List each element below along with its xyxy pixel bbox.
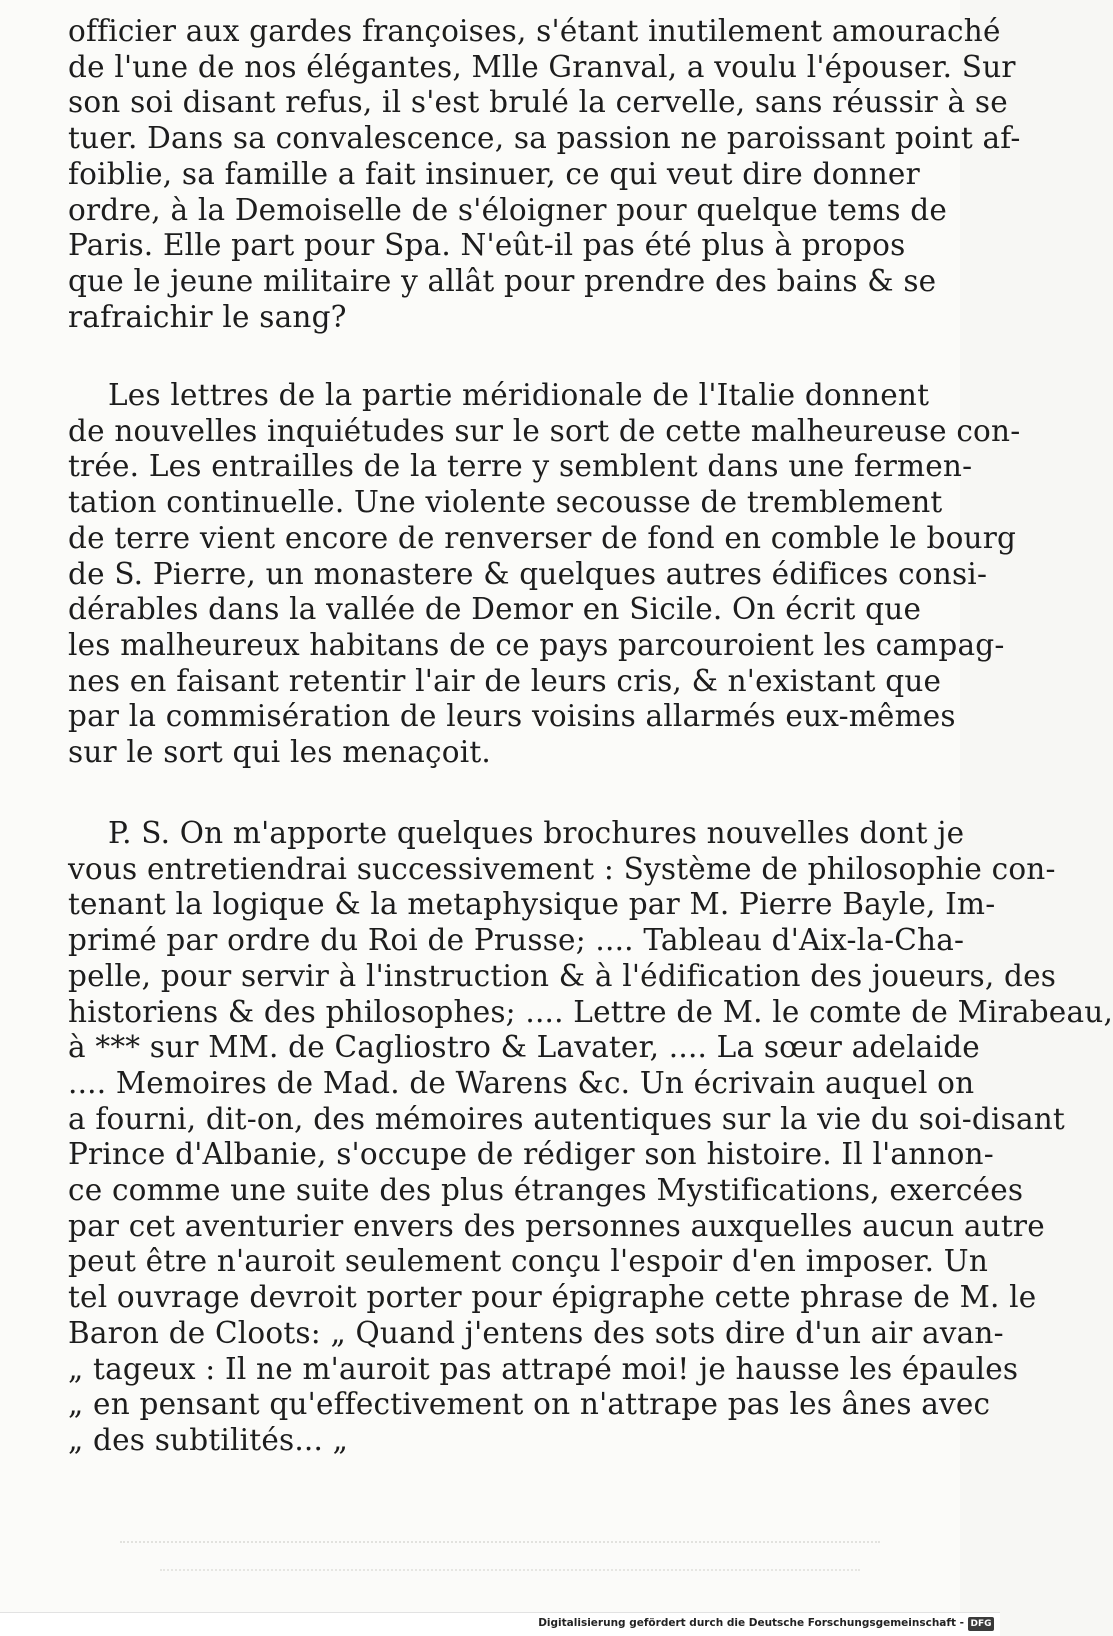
text-line: rafraichir le sang?	[68, 299, 347, 334]
text-line: à *** sur MM. de Cagliostro & Lavater, .... La sœur adelaide	[68, 1030, 980, 1065]
text-line: foiblie, sa famille a fait insinuer, ce qui veut dire donner	[68, 156, 920, 191]
text-line: „ des subtilités... „	[68, 1422, 349, 1457]
text-line: sur le sort qui les menaçoit.	[68, 735, 491, 770]
digitization-footer	[0, 1612, 1000, 1636]
text-line: Prince d'Albanie, s'occupe de rédiger son histoire. Il l'annon-	[68, 1137, 994, 1172]
text-line: que le jeune militaire y allât pour prendre des bains & se	[68, 263, 937, 298]
text-line: tenant la logique & la metaphysique par M. Pierre Bayle, Im-	[68, 887, 996, 922]
text-line: trée. Les entrailles de la terre y semblent dans une fermen-	[68, 449, 973, 484]
text-line: tation continuelle. Une violente secousse de tremblement	[68, 485, 943, 520]
text-line: a fourni, dit-on, des mémoires autentiques sur la vie du soi-disant	[68, 1101, 1065, 1136]
text-line: tel ouvrage devroit porter pour épigraphe cette phrase de M. le	[68, 1280, 1037, 1315]
text-line: ordre, à la Demoiselle de s'éloigner pour quelque tems de	[68, 192, 948, 227]
text-line: de S. Pierre, un monastere & quelques autres édifices consi-	[68, 556, 988, 591]
text-line: ce comme une suite des plus étranges Mystifications, exercées	[68, 1173, 1024, 1208]
text-line: peut être n'auroit seulement conçu l'espoir d'en imposer. Un	[68, 1244, 989, 1279]
text-line: pelle, pour servir à l'instruction & à l'édification des joueurs, des	[68, 958, 1057, 993]
text-line: vous entretiendrai successivement : Système de philosophie con-	[68, 851, 1056, 886]
text-line: tuer. Dans sa convalescence, sa passion ne paroissant point af-	[68, 121, 1021, 156]
text-line: .... Memoires de Mad. de Warens &c. Un écrivain auquel on	[68, 1065, 975, 1100]
text-line: les malheureux habitans de ce pays parcouroient les campag-	[68, 627, 1005, 662]
text-line: „ tageux : Il ne m'auroit pas attrapé moi! je hausse les épaules	[68, 1351, 1019, 1386]
paragraph-1	[68, 14, 1021, 335]
footer-credit: Digitalisierung gefördert durch die Deutsche Forschungsgemeinschaft -	[538, 1617, 964, 1629]
text-line: nes en faisant retentir l'air de leurs cris, & n'existant que	[68, 663, 942, 698]
text-line: primé par ordre du Roi de Prusse; .... Tableau d'Aix-la-Cha-	[68, 923, 965, 958]
text-line: de nouvelles inquiétudes sur le sort de cette malheureuse con-	[68, 413, 1021, 448]
text-line: par la commisération de leurs voisins allarmés eux-mêmes	[68, 699, 956, 734]
text-line: dérables dans la vallée de Demor en Sicile. On écrit que	[68, 592, 922, 627]
text-line: de terre vient encore de renverser de fond en comble le bourg	[68, 520, 1017, 555]
text-line: P. S. On m'apporte quelques brochures nouvelles dont je	[108, 816, 965, 850]
text-line: historiens & des philosophes; .... Lettre de M. le comte de Mirabeau,	[68, 994, 1113, 1029]
text-line: de l'une de nos élégantes, Mlle Granval, a voulu l'épouser. Sur	[68, 49, 1016, 84]
text-line: Paris. Elle part pour Spa. N'eût-il pas été plus à propos	[68, 228, 906, 263]
text-line: officier aux gardes françoises, s'étant inutilement amouraché	[68, 14, 1001, 48]
paragraph-2	[68, 378, 1021, 771]
text-line: son soi disant refus, il s'est brulé la cervelle, sans réussir à se	[68, 85, 1008, 120]
text-line: Baron de Cloots: „ Quand j'entens des sots dire d'un air avan-	[68, 1315, 1004, 1350]
text-line: par cet aventurier envers des personnes auxquelles aucun autre	[68, 1208, 1045, 1243]
text-line: Les lettres de la partie méridionale de l'Italie donnent	[108, 378, 930, 412]
bleed-through-shadow	[60, 1515, 940, 1571]
paragraph-3	[68, 816, 1113, 1459]
dfg-logo: DFG	[968, 1617, 994, 1631]
text-line: „ en pensant qu'effectivement on n'attrape pas les ânes avec	[68, 1387, 991, 1422]
